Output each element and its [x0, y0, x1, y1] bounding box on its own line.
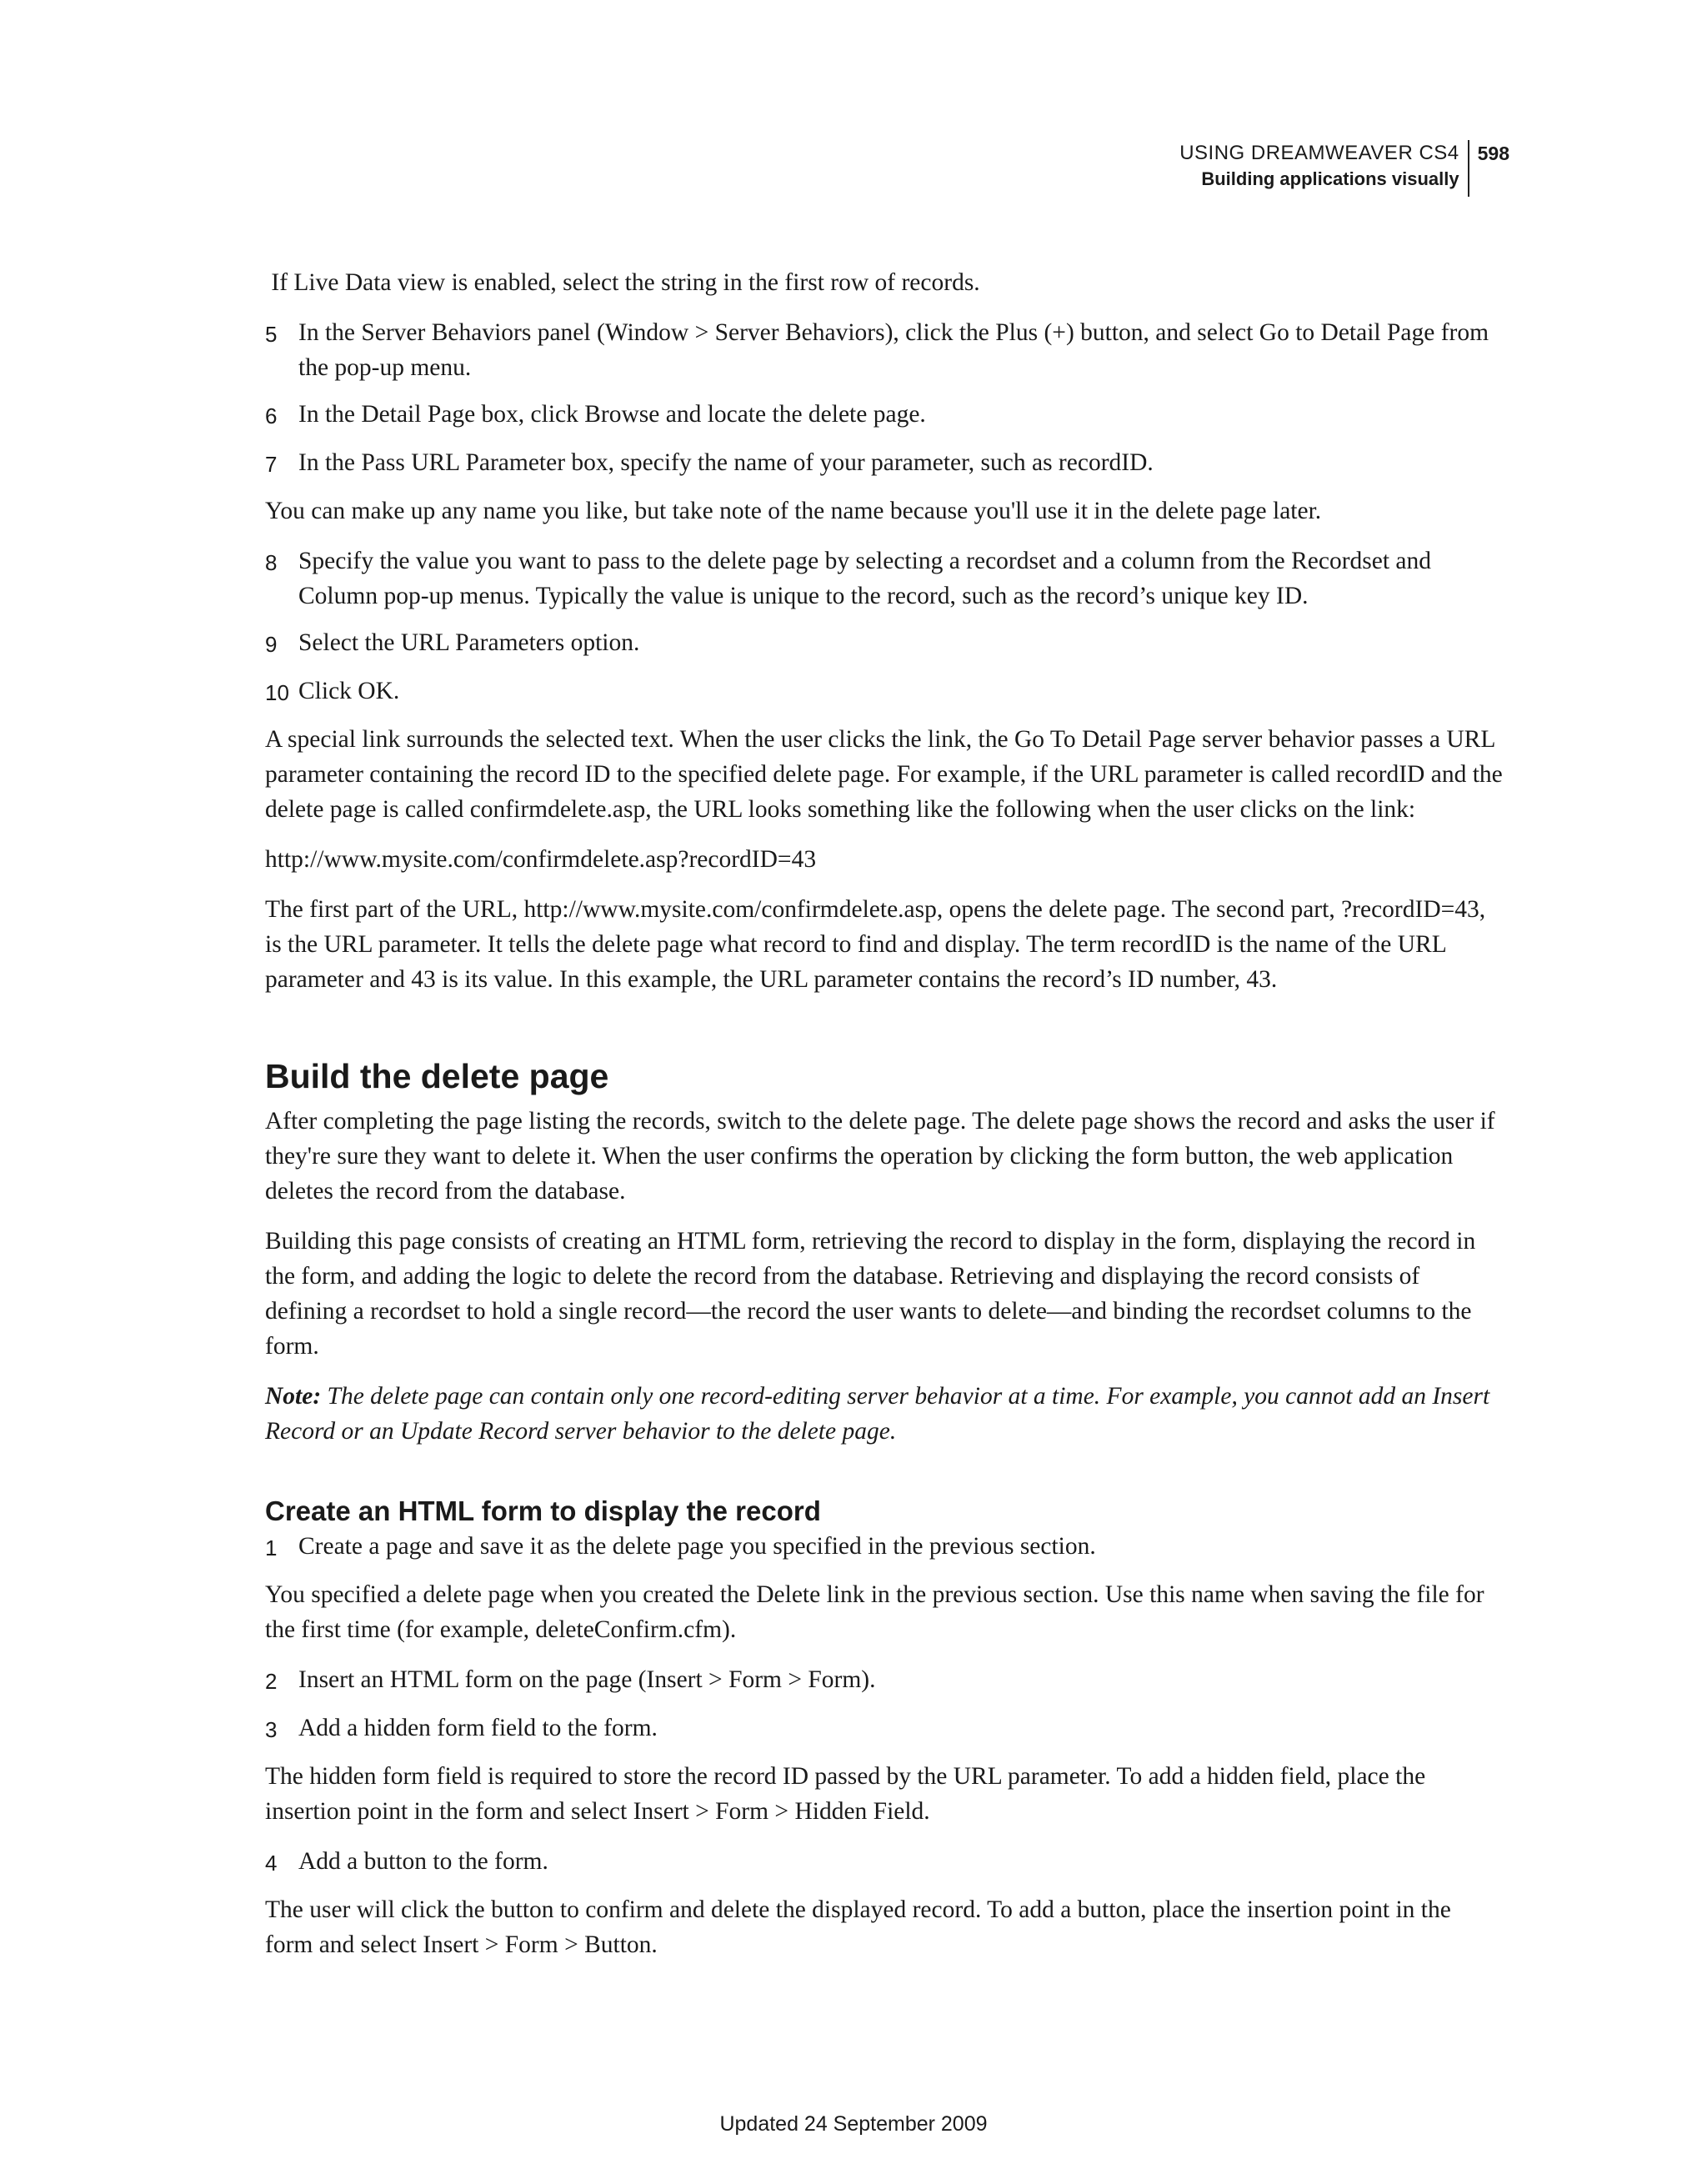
- header-text-block: [1179, 140, 1469, 197]
- step-text: In the Server Behaviors panel (Window > Server Behaviors), click the Plus (+) button, and select Go to Detail Page from the pop-up menu.: [298, 319, 1489, 381]
- step-text: Click OK.: [298, 678, 400, 704]
- step-text: In the Detail Page box, click Browse and locate the delete page.: [298, 401, 926, 428]
- step-item: [265, 1711, 1503, 1747]
- step-number: 8: [265, 550, 278, 575]
- intro-paragraph: If Live Data view is enabled, select the string in the first row of records.: [265, 269, 980, 296]
- url-paragraph: The first part of the URL, http://www.mysite.com/confirmdelete.asp, opens the delete page. The second part, ?recordID=43, is the URL parameter. It tells the delete page what record to find and display. The term recordID is the name of the URL parameter and 43 is its value. In this example, the URL parameter contains the record’s ID number, 43.: [265, 896, 1486, 993]
- step-item: [265, 543, 1503, 614]
- note-label: Note:: [265, 1383, 322, 1410]
- step-text: Add a button to the form.: [298, 1848, 548, 1875]
- note-text: The delete page can contain only one record-editing server behavior at a time. For example, you cannot add an Insert Record or an Update Record server behavior to the delete page.: [265, 1383, 1490, 1445]
- note-paragraph: [265, 1379, 1503, 1449]
- step-number: 4: [265, 1851, 278, 1876]
- button-paragraph: The user will click the button to confirm and delete the displayed record. To add a button, place the insertion point in the form and select Insert > Form > Button.: [265, 1896, 1451, 1958]
- step-number: 9: [265, 632, 278, 657]
- step-number: 6: [265, 403, 278, 428]
- step-number: 2: [265, 1669, 278, 1694]
- hidden-field-paragraph: The hidden form field is required to store the record ID passed by the URL parameter. To add a hidden field, place the insertion point in the form and select Insert > Form > Hidden Field.: [265, 1763, 1426, 1825]
- page-body: [265, 265, 1503, 1962]
- build-paragraph-1: After completing the page listing the records, switch to the delete page. The delete page shows the record and asks the user if they're sure they want to delete it. When the user confirms the operation by clicking the form button, the web application deletes the record from the database.: [265, 1108, 1495, 1205]
- step-item: [265, 1662, 1503, 1699]
- step-text: Add a hidden form field to the form.: [298, 1715, 658, 1741]
- step-text: Insert an HTML form on the page (Insert > Form > Form).: [298, 1666, 876, 1693]
- step-item: [265, 674, 1503, 710]
- subsection-heading-form: Create an HTML form to display the record: [265, 1495, 821, 1526]
- step-item: [265, 397, 1503, 433]
- step-number: 10: [265, 680, 289, 705]
- step-text: Create a page and save it as the delete page you specified in the previous section.: [298, 1533, 1096, 1560]
- build-paragraph-2: Building this page consists of creating an HTML form, retrieving the record to display in the form, displaying the record in the form, and adding the logic to delete the record from the database. Retrieving and displaying the record consists of defining a recordset to hold a single record—the record the user wants to delete—and binding the recordset columns to the form.: [265, 1228, 1476, 1360]
- step-item: [265, 315, 1503, 385]
- running-header: [1179, 140, 1509, 197]
- step-item: [265, 445, 1503, 482]
- page-footer: Updated 24 September 2009: [719, 2112, 988, 2136]
- step-number: 5: [265, 322, 278, 347]
- url-example: http://www.mysite.com/confirmdelete.asp?recordID=43: [265, 846, 817, 873]
- step-item: [265, 625, 1503, 662]
- name-paragraph: You can make up any name you like, but take note of the name because you'll use it in the delete page later.: [265, 498, 1322, 524]
- step-item: [265, 1529, 1503, 1565]
- book-title: USING DREAMWEAVER CS4: [1179, 142, 1459, 164]
- step-text: In the Pass URL Parameter box, specify the name of your parameter, such as recordID.: [298, 449, 1154, 476]
- step1-paragraph: You specified a delete page when you created the Delete link in the previous section. Use this name when saving the file for the first time (for example, deleteConfirm.cfm).: [265, 1581, 1484, 1643]
- section-heading-build: Build the delete page: [265, 1057, 609, 1095]
- chapter-title: Building applications visually: [1201, 168, 1459, 189]
- step-number: 3: [265, 1717, 278, 1742]
- step-item: [265, 1844, 1503, 1881]
- step-number: 1: [265, 1535, 278, 1560]
- step-text: Select the URL Parameters option.: [298, 629, 640, 656]
- step-number: 7: [265, 452, 278, 477]
- link-paragraph: A special link surrounds the selected text. When the user clicks the link, the Go To Detail Page server behavior passes a URL parameter containing the record ID to the specified delete page. For example, if the URL parameter is called recordID and the delete page is called confirmdelete.asp, the URL looks something like the following when the user clicks on the link:: [265, 726, 1503, 823]
- page-number: 598: [1477, 143, 1509, 164]
- step-text: Specify the value you want to pass to the delete page by selecting a recordset and a column from the Recordset and Column pop-up menus. Typically the value is unique to the record, such as the record’s unique key ID.: [298, 548, 1432, 609]
